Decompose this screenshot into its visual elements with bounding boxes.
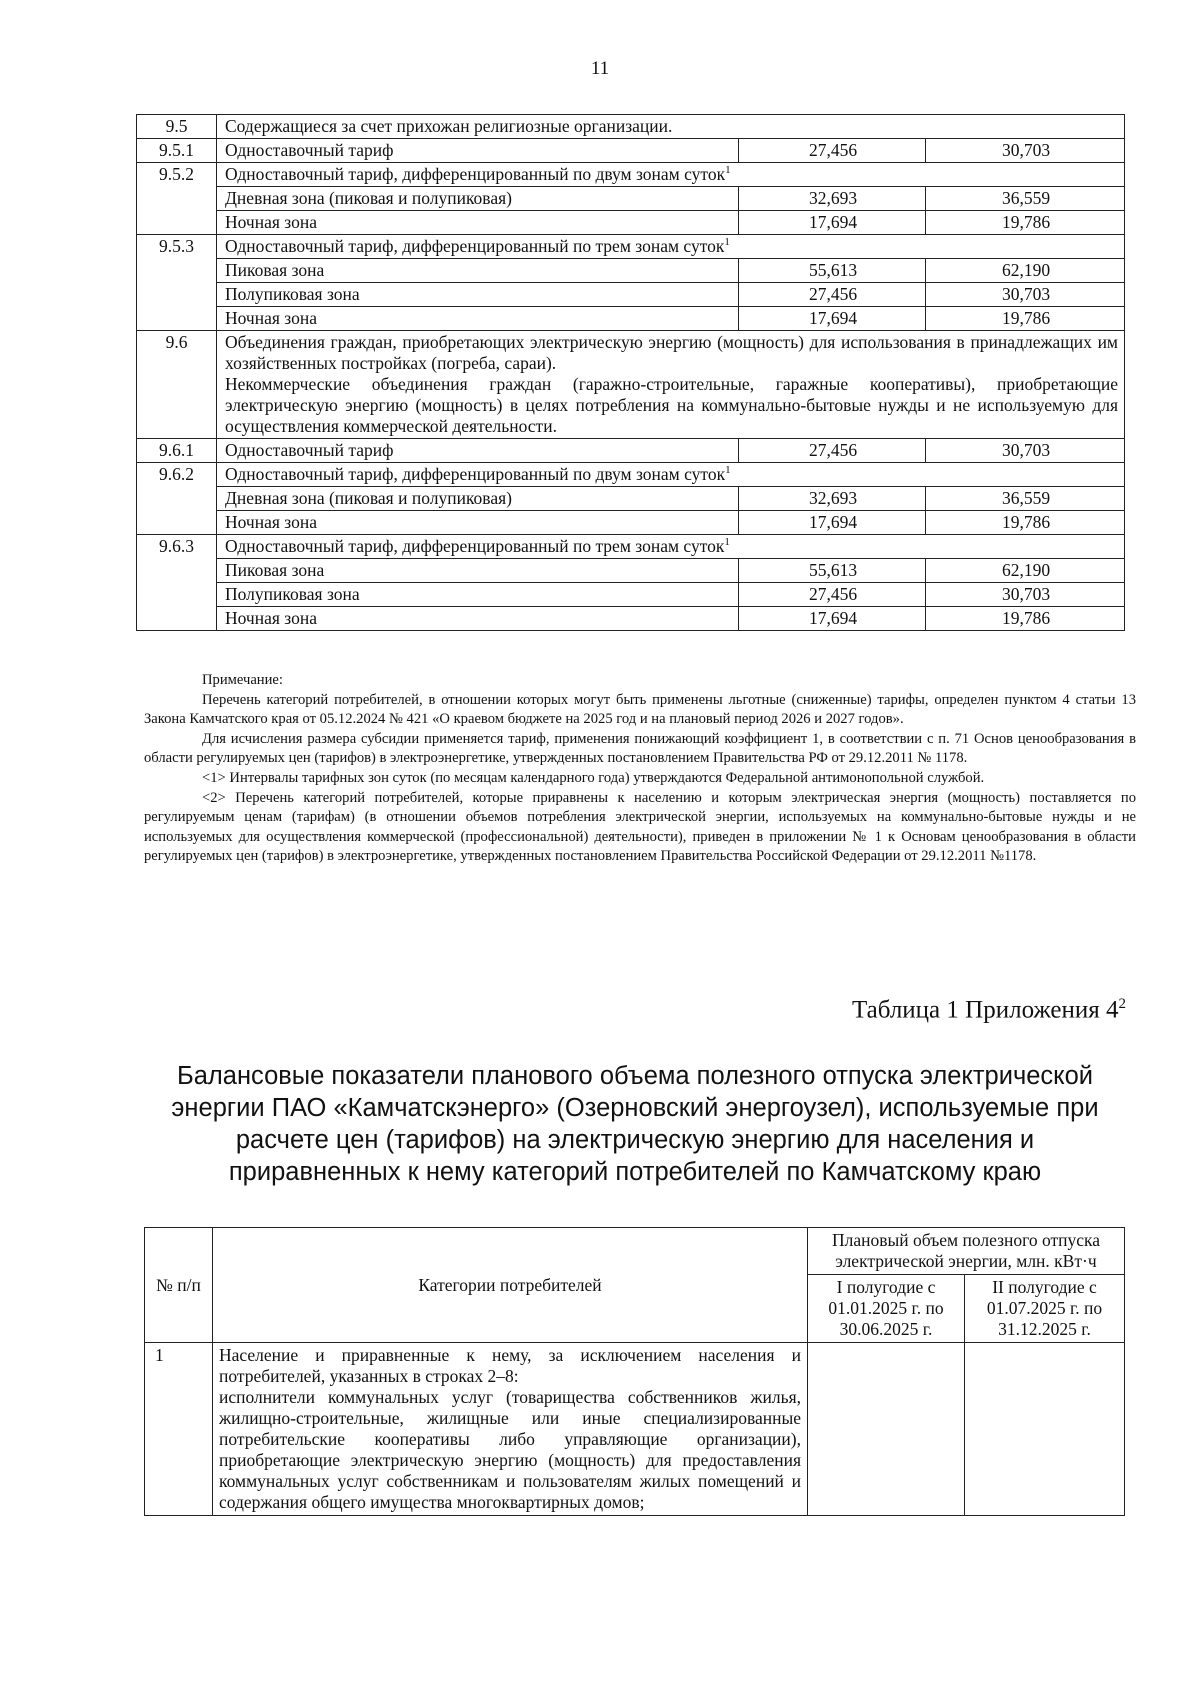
row-description: Ночная зона xyxy=(217,211,739,235)
table-row xyxy=(137,511,1125,535)
value-h1: 55,613 xyxy=(739,259,926,283)
footnote-mark: 1 xyxy=(725,464,731,477)
header-first-half: I полугодие с 01.01.2025 г. по 30.06.2025 г. xyxy=(808,1275,965,1343)
table-row xyxy=(137,283,1125,307)
document-title: Балансовые показатели планового объема полезного отпуска электрической энергии ПАО «Камчатскэнерго» (Озерновский энергоузел), используемые при расчете цен (тарифов) на электрическую энергию для населения и приравненных к нему категорий потребителей по Камчатскому краю xyxy=(171,1062,1099,1186)
table-row xyxy=(137,487,1125,511)
value-h1: 17,694 xyxy=(739,211,926,235)
row-description-part-1: Объединения граждан, приобретающих электрическую энергию (мощность) для использования в принадлежащих им хозяйственных постройках (погреба, сараи). xyxy=(225,332,1119,373)
header-category: Категории потребителей xyxy=(213,1228,808,1343)
table-row xyxy=(137,211,1125,235)
table-row xyxy=(137,163,1125,187)
value-h1: 55,613 xyxy=(739,559,926,583)
note-paragraph: Перечень категорий потребителей, в отношении которых могут быть применены льготные (сниженные) тарифы, определен пунктом 4 статьи 13 Закона Камчатского края от 05.12.2024 № 421 «О краевом бюджете на 2025 год и на плановый период 2026 и 2027 годов». xyxy=(144,691,1136,728)
value-h2: 62,190 xyxy=(926,259,1125,283)
row-number: 9.5.3 xyxy=(137,235,217,331)
row-description: Дневная зона (пиковая и полупиковая) xyxy=(217,187,739,211)
row-description: Одноставочный тариф, дифференцированный по двум зонам суток$^1$ xyxy=(217,463,1125,487)
footnote-mark: 1 xyxy=(724,536,730,549)
row-description: Одноставочный тариф, дифференцированный по трем зонам суток$^1$ xyxy=(217,535,1125,559)
row-number: 9.5.1 xyxy=(137,139,217,163)
value-h1 xyxy=(808,1343,965,1516)
table-row xyxy=(137,115,1125,139)
value-h1: 27,456 xyxy=(739,439,926,463)
table-row xyxy=(145,1343,1125,1516)
value-h2: 62,190 xyxy=(926,559,1125,583)
table-row xyxy=(137,463,1125,487)
table-row xyxy=(137,259,1125,283)
row-number: 9.5 xyxy=(137,115,217,139)
row-number: 1 xyxy=(145,1343,213,1516)
value-h2: 19,786 xyxy=(926,307,1125,331)
row-category-part-2: исполнители коммунальных услуг (товарищества собственников жилья, жилищно-строительные, жилищные или иные специализированные потребительские кооперативы либо управляющие организации), приобретающие электрическую энергию (мощность) для предоставления коммунальных услуг собственникам и пользователям жилых помещений и содержания общего имущества многоквартирных домов; xyxy=(219,1387,801,1512)
value-h2: 30,703 xyxy=(926,439,1125,463)
value-h2: 36,559 xyxy=(926,487,1125,511)
balance-table xyxy=(144,1227,1125,1516)
value-h1: 27,456 xyxy=(739,139,926,163)
row-number: 9.6 xyxy=(137,331,217,439)
footnote-mark: 1 xyxy=(724,236,730,249)
row-description: Одноставочный тариф xyxy=(217,439,739,463)
value-h1: 27,456 xyxy=(739,283,926,307)
row-number: 9.6.3 xyxy=(137,535,217,631)
table-row xyxy=(137,331,1125,439)
footnote-mark: 1 xyxy=(725,164,731,177)
row-number: 9.6.1 xyxy=(137,439,217,463)
row-description: Пиковая зона xyxy=(217,559,739,583)
row-description: Ночная зона xyxy=(217,307,739,331)
row-category xyxy=(213,1343,808,1516)
notes-heading: Примечание: xyxy=(202,672,283,688)
value-h2 xyxy=(965,1343,1125,1516)
table-row xyxy=(137,439,1125,463)
row-description xyxy=(217,331,1125,439)
value-h1: 17,694 xyxy=(739,511,926,535)
header-number: № п/п xyxy=(145,1228,213,1343)
row-description: Полупиковая зона xyxy=(217,283,739,307)
table-row xyxy=(137,583,1125,607)
row-number: 9.5.2 xyxy=(137,163,217,235)
table-row xyxy=(137,607,1125,631)
note-paragraph: <2> Перечень категорий потребителей, которые приравнены к населению и которым электрическая энергия (мощность) поставляется по регулируемым ценам (тарифам) (в отношении объемов потребления электрической энергии, используемых на коммунально-бытовые нужды и не используемых для осуществления коммерческой (профессиональной) деятельности), приведен в приложении № 1 к Основам ценообразования в области регулируемых цен (тарифов) в электроэнергетике, утвержденных постановлением Правительства Российской Федерации от 29.12.2011 №1178. xyxy=(144,789,1136,865)
row-description: Одноставочный тариф xyxy=(217,139,739,163)
row-description: Дневная зона (пиковая и полупиковая) xyxy=(217,487,739,511)
table-row xyxy=(137,535,1125,559)
value-h2: 19,786 xyxy=(926,607,1125,631)
row-category-part-1: Население и приравненные к нему, за исключением населения и потребителей, указанных в строках 2–8: xyxy=(219,1345,801,1386)
header-second-half: II полугодие с 01.07.2025 г. по 31.12.2025 г. xyxy=(965,1275,1125,1343)
table-row xyxy=(137,139,1125,163)
value-h2: 30,703 xyxy=(926,583,1125,607)
note-paragraph: Для исчисления размера субсидии применяется тариф, применения понижающий коэффициент 1, в соответствии с п. 71 Основ ценообразования в области регулируемых цен (тарифов) в электроэнергетике, утвержденных постановлением Правительства РФ от 29.12.2011 № 1178. xyxy=(144,730,1136,767)
tariff-table xyxy=(136,114,1125,631)
value-h1: 17,694 xyxy=(739,307,926,331)
table-row xyxy=(137,235,1125,259)
row-description: Ночная зона xyxy=(217,607,739,631)
value-h1: 17,694 xyxy=(739,607,926,631)
page-number: 11 xyxy=(590,58,610,79)
row-number: 9.6.2 xyxy=(137,463,217,535)
row-description: Пиковая зона xyxy=(217,259,739,283)
row-description: Одноставочный тариф, дифференцированный по трем зонам суток$^1$ xyxy=(217,235,1125,259)
value-h1: 32,693 xyxy=(739,487,926,511)
value-h1: 27,456 xyxy=(739,583,926,607)
row-description: Ночная зона xyxy=(217,511,739,535)
row-description: Одноставочный тариф, дифференцированный по двум зонам суток$^1$ xyxy=(217,163,1125,187)
value-h2: 30,703 xyxy=(926,139,1125,163)
value-h2: 19,786 xyxy=(926,211,1125,235)
row-description: Содержащиеся за счет прихожан религиозные организации. xyxy=(217,115,1125,139)
row-description: Полупиковая зона xyxy=(217,583,739,607)
table-row xyxy=(137,307,1125,331)
value-h2: 30,703 xyxy=(926,283,1125,307)
row-description-part-2: Некоммерческие объединения граждан (гаражно-строительные, гаражные кооперативы), приобретающие электрическую энергию (мощность) в целях потребления на коммунально-бытовые нужды и не используемую для осуществления коммерческой деятельности. xyxy=(225,374,1119,436)
notes-section xyxy=(144,671,1136,867)
note-paragraph: <1> Интервалы тарифных зон суток (по месяцам календарного года) утверждаются Федеральной антимонопольной службой. xyxy=(202,769,985,786)
header-plan-volume: Плановый объем полезного отпуска электрической энергии, млн. кВт·ч xyxy=(808,1228,1125,1275)
table-row xyxy=(137,187,1125,211)
value-h2: 36,559 xyxy=(926,187,1125,211)
footnote-mark: 2 xyxy=(1118,996,1126,1012)
table-caption: Таблица 1 Приложения $4^2$ xyxy=(851,996,1126,1024)
table-row xyxy=(137,559,1125,583)
table-header-row xyxy=(145,1228,1125,1275)
value-h1: 32,693 xyxy=(739,187,926,211)
value-h2: 19,786 xyxy=(926,511,1125,535)
